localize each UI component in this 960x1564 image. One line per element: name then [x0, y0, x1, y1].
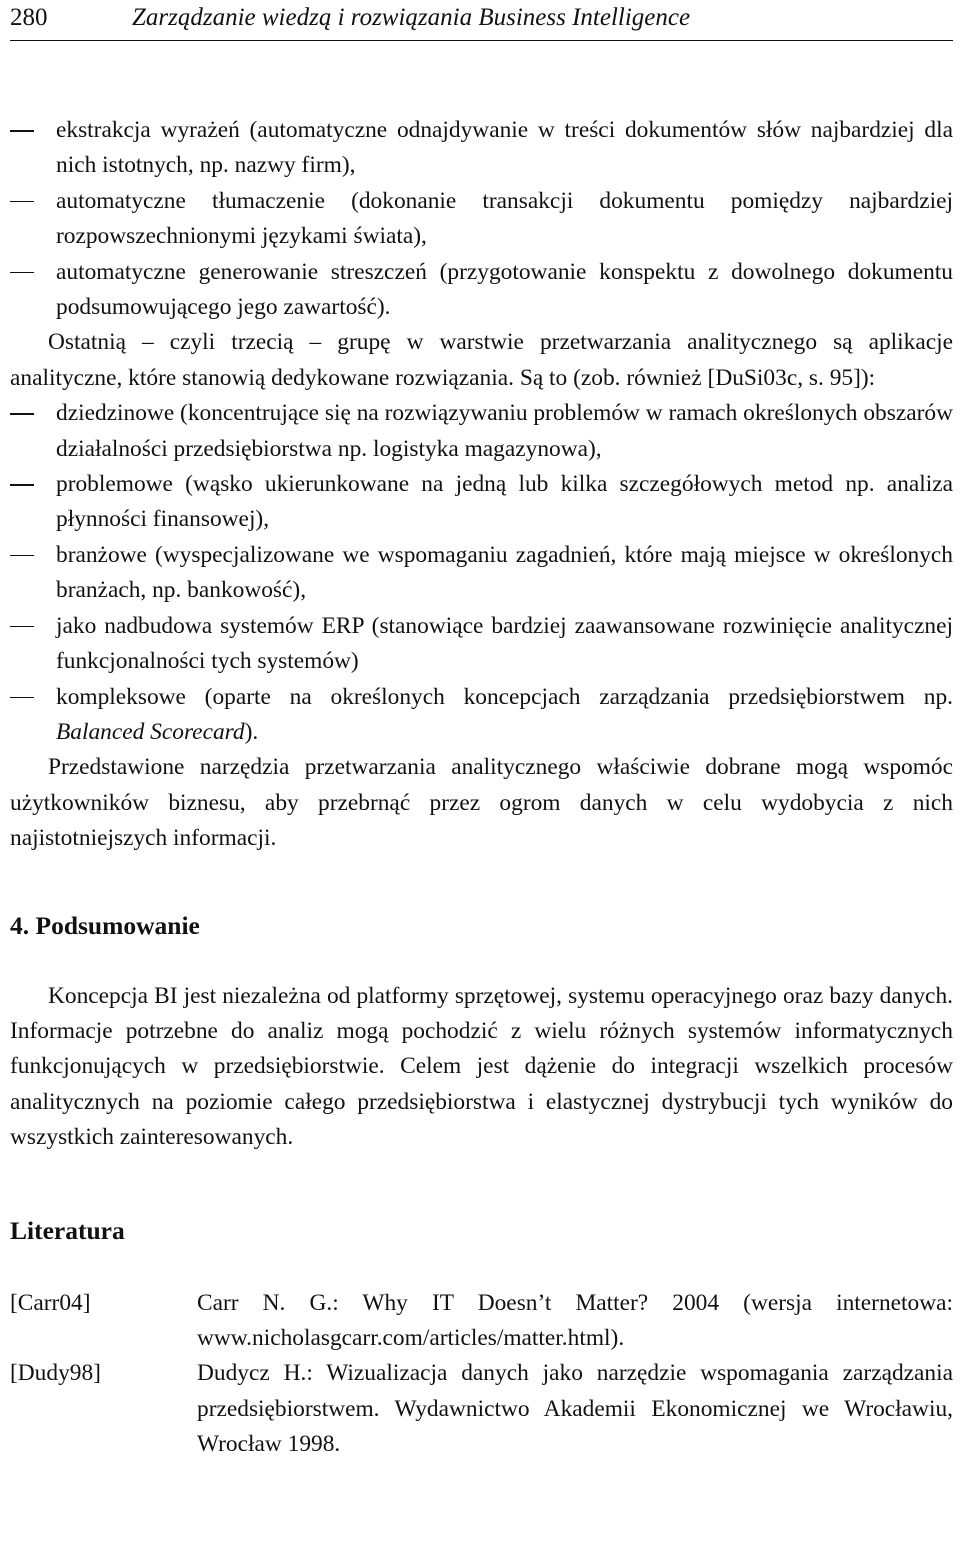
reference-list — [10, 1286, 953, 1463]
reference-key: [Dudy98] — [10, 1360, 101, 1387]
reference-text: Carr N. G.: Why IT Doesn’t Matter? 2004 (wersja internetowa: www.nicholasgcarr.com/articles/matter.html). — [197, 1289, 953, 1351]
list-item: kompleksowe (oparte na określonych koncepcjach zarządzania przedsiębiorstwem np. Balanced Scorecard). — [56, 683, 953, 745]
paragraph-summary-tools: Przedstawione narzędzia przetwarzania analitycznego właściwie dobrane mogą wspomóc użytkowników biznesu, aby przebrnąć przez ogrom danych w celu wydobycia z nich najistotniejszych informacji. — [10, 754, 953, 852]
section-heading-literature: Literatura — [10, 1215, 125, 1245]
list-item: ekstrakcja wyrażeń (automatyczne odnajdywanie w treści dokumentów słów najbardziej dla nich istotnych, np. nazwy firm), — [56, 117, 953, 179]
list-item: problemowe (wąsko ukierunkowane na jedną lub kilka szczegółowych metod np. analiza płynności finansowej), — [56, 471, 953, 533]
paragraph-analytic-apps: Ostatnią – czyli trzecią – grupę w warstwie przetwarzania analitycznego są aplikacje analityczne, które stanowią dedykowane rozwiązania. Są to (zob. również [DuSi03c, s. 95]): — [10, 329, 953, 391]
section-heading-summary: 4. Podsumowanie — [10, 910, 200, 940]
list-item: jako nadbudowa systemów ERP (stanowiące bardziej zaawansowane rozwinięcie analitycznej funkcjonalności tych systemów) — [56, 612, 953, 675]
page-body — [10, 113, 953, 1463]
emphasis-balanced-scorecard: Balanced Scorecard — [56, 718, 245, 745]
list-item: automatyczne tłumaczenie (dokonanie transakcji dokumentu pomiędzy najbardziej rozpowszechnionymi językami świata), — [56, 187, 953, 250]
paragraph-summary: Koncepcja BI jest niezależna od platformy sprzętowej, systemu operacyjnego oraz bazy danych. Informacje potrzebne do analiz mogą pochodzić z wielu różnych systemów informatycznych funkcjonujących w przedsiębiorstwie. Celem jest dążenie do integracji wszelkich procesów analitycznych na poziomie całego przedsiębiorstwa i elastycznej dystrybucji tych wyników do wszystkich zainteresowanych. — [10, 982, 953, 1151]
list-item: branżowe (wyspecjalizowane we wspomaganiu zagadnień, które mają miejsce w określonych branżach, np. bankowość), — [56, 541, 953, 604]
page-number: 280 — [10, 4, 48, 31]
running-header — [10, 0, 953, 41]
list-item: dziedzinowe (koncentrujące się na rozwiązywaniu problemów w ramach określonych obszarów działalności przedsiębiorstwa np. logistyka magazynowa), — [56, 400, 953, 462]
bullet-list-text-mining — [10, 113, 953, 325]
list-item: automatyczne generowanie streszczeń (przygotowanie konspektu z dowolnego dokumentu podsumowującego jego zawartość). — [56, 258, 953, 321]
reference-entry — [10, 1286, 953, 1357]
bullet-list-app-types — [10, 396, 953, 750]
running-title: Zarządzanie wiedzą i rozwiązania Business Intelligence — [132, 4, 691, 31]
reference-text: Dudycz H.: Wizualizacja danych jako narzędzie wspomagania zarządzania przedsiębiorstwem. Wydawnictwo Akademii Ekonomicznej we Wrocławiu, Wrocław 1998. — [197, 1360, 953, 1458]
reference-entry — [10, 1356, 953, 1462]
reference-key: [Carr04] — [10, 1289, 91, 1316]
